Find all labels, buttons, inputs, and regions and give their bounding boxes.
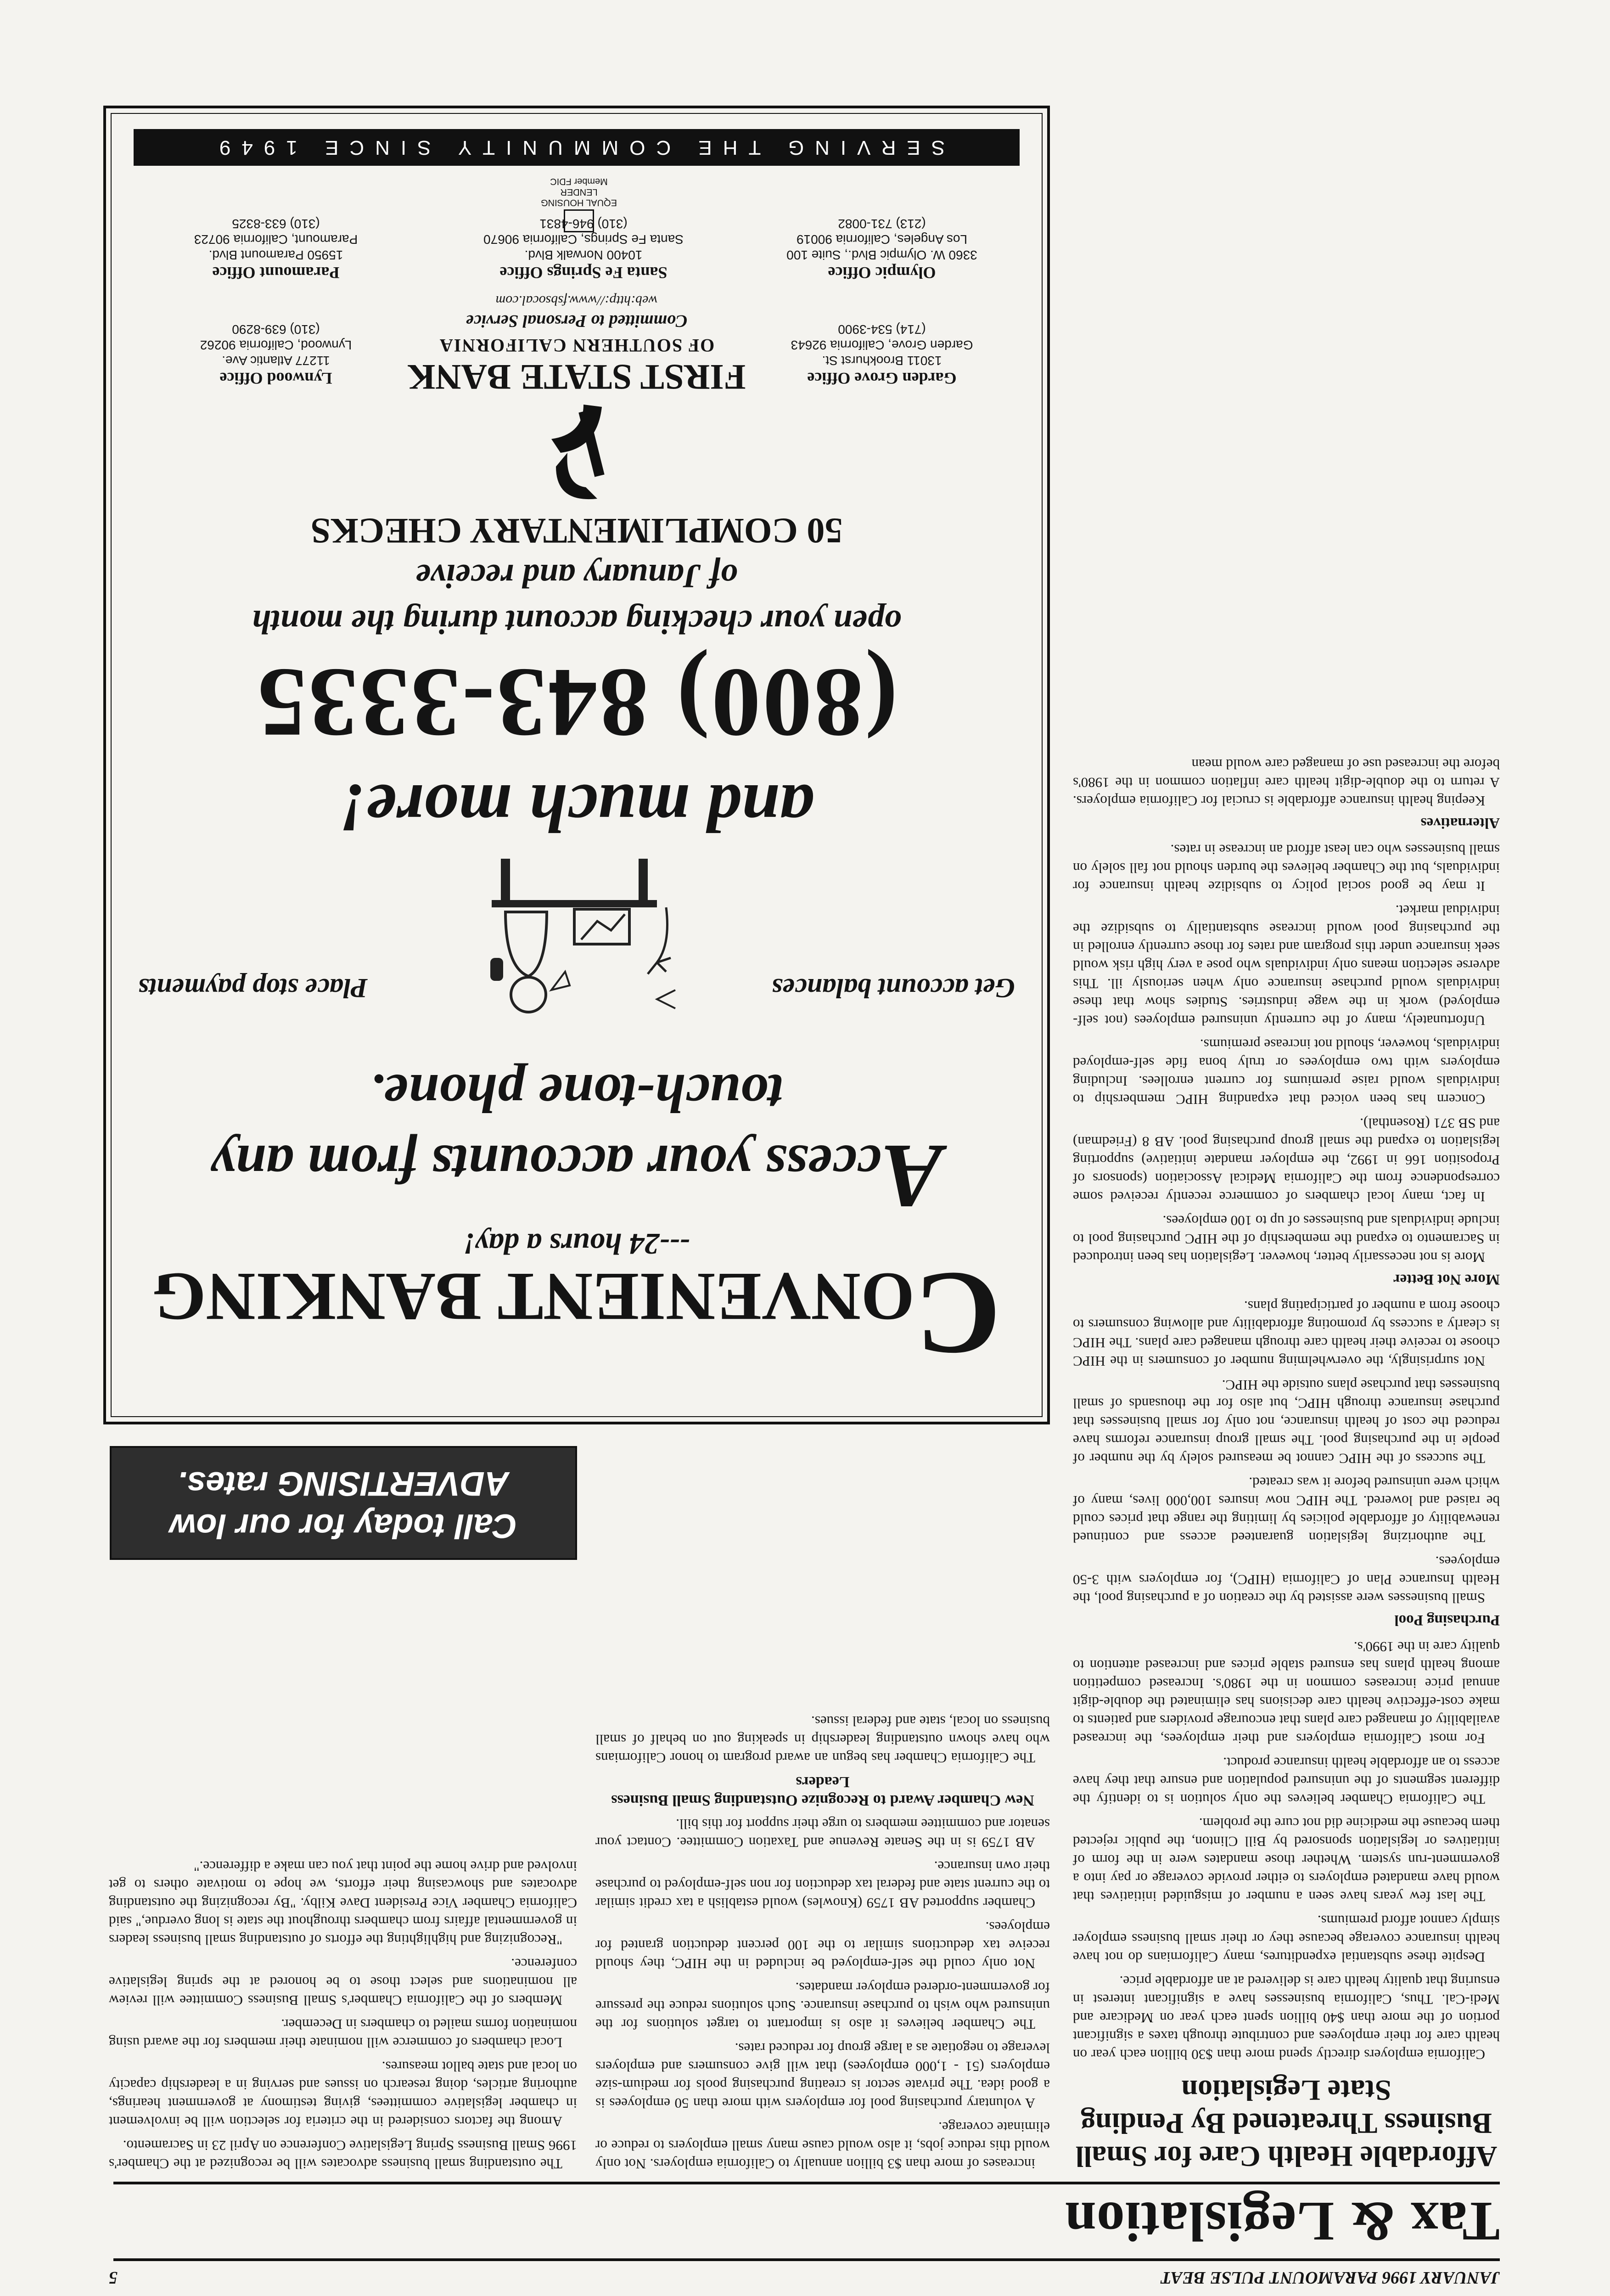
paragraph: The outstanding small business advocates will be recognized at the Chamber's 1996 Small Business Spring Legislative Conference on April 23 in Sacramento. [109, 2138, 577, 2172]
dropcap-a: A [881, 1125, 942, 1227]
convenient-banking-headline [106, 1248, 1047, 1380]
paragraph: Despite these substantial expenditures, many Californians do not have health insurance coverage because they or their small business employer simply cannot afford premiums. [1073, 1913, 1500, 1965]
equal-housing-icon [564, 209, 594, 232]
paragraph: Not only could the self-employed be included in the HIPC, they should receive tax deductions similar to the 100 percent deduction granted for employees. [595, 1919, 1050, 1972]
fdic-block [538, 176, 620, 232]
advertising-rates-ad [110, 1446, 577, 1560]
bank-advertisement [103, 106, 1050, 1424]
office-name: Garden Grove Office [807, 369, 957, 388]
member-fdic: Member FDIC [550, 176, 608, 186]
paragraph: It may be good social policy to subsidize health insurance for individuals, but the Chamber believes the burden should not fall solely on small businesses who can least afford an increase in rates. [1073, 842, 1500, 895]
complimentary-checks: 50 COMPLIMENTARY CHECKS [310, 511, 843, 551]
access-line-1 [106, 1125, 1047, 1227]
running-head-date: JANUARY 1996 PARAMOUNT PULSE BEAT [1161, 2268, 1500, 2287]
bank-web: web:http://www.fsbsocal.com [495, 293, 658, 308]
office-phone: (213) 731-0082 [838, 217, 926, 231]
paragraph: For most California employers and their employees, the increased availability of managed care plans that encourage providers and patients to make cost-effective health care decisions has eliminated the double-digit annual price increases common in the 1980's. Increased competition among health plans has ensured stable prices and increased attention to quality care in the 1990's. [1073, 1639, 1500, 1747]
paragraph: "Recognizing and highlighting the efforts of outstanding small business leaders in governmental affairs from chambers throughout the state is long overdue," said California Chamber Vice President Dave Kilby. "By recognizing the outstanding advocates and showcasing their efforts, we hope to motivate others to get involved and drive home the point that you can make a difference." [109, 1858, 577, 1948]
paragraph: Small businesses were assisted by the creation of a purchasing pool, the Health Insurance Plan of California (HIPC), for employers with 3-50 employees. [1073, 1553, 1500, 1606]
access-line-1-text: ccess your accounts from any [211, 1134, 881, 1195]
office-phone: (310) 633-8325 [232, 217, 320, 231]
paragraph: The California Chamber has begun an award program to honor Californians who have shown outstanding leadership in speaking out on behalf of small business on local, state and federal issues. [595, 1713, 1050, 1766]
serving-banner: SERVING THE COMMUNITY SINCE 1949 [134, 129, 1020, 166]
office-city: Los Angeles, California 90019 [796, 232, 968, 247]
office-city: Santa Fe Springs, California 90670 [483, 232, 684, 247]
offer-line-1: open your checking account during the month [252, 603, 902, 641]
page-number: 5 [109, 2268, 118, 2287]
headline-rest: ONVENIENT BANKING [152, 1259, 915, 1335]
office-address: 10400 Norwalk Blvd. [524, 248, 643, 262]
subhead: Alternatives [1420, 815, 1500, 831]
office-garden-grove [763, 321, 1001, 388]
paragraph: The authorizing legislation guaranteed access and continued renewability of affordable policies by limiting the range that prices could be raised and lowered. The HIPC now insures 100,000 lives, many of which were uninsured before it was created. [1073, 1474, 1500, 1546]
paragraph: In fact, many local chambers of commerce recently received some correspondence from the California Medical Association (sponsors of Proposition 166 in 1992, the employer mandate initiative) supporting legislation to expand the small group purchasing pool. AB 8 (Friedman) and SB 371 (Rosenthal). [1073, 1115, 1500, 1205]
ad-rates-line: ADVERTISING rates. [177, 1465, 510, 1503]
paragraph: The last few years have seen a number of misguided initiatives that would have mandated employers to either provide coverage or pay into a government-run system. Whether those mandates were in the form of initiatives or legislation sponsored by Bill Clinton, the public rejected them because the medicine did not cure the problem. [1073, 1815, 1500, 1905]
paragraph: Chamber supported AB 1759 (Knowles) would establish a tax credit similar to the current state and federal tax deduction for non self-employed to purchase their own insurance. [595, 1858, 1050, 1911]
bank-tagline: Committed to Personal Service [466, 311, 688, 331]
paragraph: The California Chamber believes the only solution is to identify the different segments of the uninsured population and ensure that they have access to an affordable health insurance product. [1073, 1755, 1500, 1807]
woman-at-desk-illustration [473, 852, 684, 1036]
paragraph: AB 1759 is in the Senate Revenue and Taxation Committee. Contact your senator and committee members to urge their support for this bill. [595, 1816, 1050, 1851]
office-olympic [763, 216, 1001, 283]
subhead: More Not Better [1393, 1271, 1500, 1288]
office-phone: (310) 639-8290 [232, 322, 320, 337]
paragraph: Among the factors considered in the criteria for selection will be involvement in chamber legislative committees, giving testimony at government hearings, authoring articles, doing research on issues and serving in a leadership capacity on local and state ballot measures. [109, 2059, 577, 2130]
office-name: Paramount Office [212, 264, 340, 282]
paragraph: Concern has been voiced that expanding HIPC membership to individuals would raise premiums for current enrollees. Including employers with two employees or truly bona fide self-employed individuals, however, should not increase premiums. [1073, 1036, 1500, 1108]
office-name: Olympic Office [828, 264, 936, 282]
ad-call-line: Call today for our low [169, 1507, 517, 1545]
housing-lender: EQUAL HOUSING LENDER [541, 187, 617, 208]
and-much-more: and much more! [339, 770, 814, 846]
office-city: Paramount, California 90723 [194, 232, 358, 247]
section-title: Tax & Legislation [1065, 2190, 1500, 2252]
office-lynwood [157, 321, 395, 388]
subhead: Purchasing Pool [1394, 1612, 1500, 1628]
paragraph: Unfortunately, many of the currently uninsured employees (not self-employed) work in the wage industries. Studies show that these individuals would purchase insurance only when seriously ill. This adverse selection means only individuals who pose a very high risk would seek insurance under this program and rates for those currently enrolled in the purchasing pool would increase substantially to subsidize the individual market. [1073, 902, 1500, 1029]
article-column-2 [595, 1401, 1050, 2173]
hours-subhead: ---24 hours a day! [463, 1227, 690, 1261]
office-paramount [157, 216, 395, 283]
article-column-3 [109, 1659, 577, 2173]
paragraph: A voluntary purchasing pool for employers with more than 50 employees is a good idea. The private sector is creating purchasing pools for medium-size employers (51 - 1,000 employees) that will give consumers and employers leverage to negotiate as a large group for reduced rates. [595, 2040, 1050, 2111]
office-address: 11277 Atlantic Ave. [222, 354, 330, 368]
bank-logo-icon [542, 402, 611, 503]
office-city: Garden Grove, California 92643 [791, 338, 973, 352]
paragraph: The Chamber believes it also is important to target solutions for the uninsured who wish to purchase insurance. Such solutions reduce the pressure for government-ordered employer mandates. [595, 1980, 1050, 2032]
paragraph: Local chambers of commerce will nominate their members for the award using nomination forms mailed to chambers in December. [109, 2016, 577, 2051]
paragraph: increases of more than $3 billion annually to California employers. Not only would this reduce jobs, it also would cause many small employers to reduce or eliminate coverage. [595, 2119, 1050, 2172]
section-rule [113, 2182, 1500, 2184]
top-rule [113, 2258, 1500, 2261]
office-name: Santa Fe Springs Office [499, 264, 668, 282]
office-address: 13011 Brookhurst St. [822, 354, 942, 368]
bank-name: FIRST STATE BANK [407, 357, 746, 397]
article-headline: Affordable Health Care for Small Business Threatened By Pending State Legislation [1075, 2074, 1498, 2173]
office-address: 15950 Paramount Blvd. [208, 248, 343, 262]
bank-subname: OF SOUTHERN CALIFORNIA [438, 335, 715, 356]
award-headline: New Chamber Award to Recognize Outstanding Small Business Leaders [611, 1773, 1034, 1809]
paragraph: More is not necessarily better, however. Legislation has been introduced in Sacramento to expand the membership of the HIPC purchasing pool to include individuals and businesses of up to 100 employees. [1073, 1213, 1500, 1266]
office-address: 3360 W. Olympic Blvd., Suite 100 [786, 248, 977, 262]
access-line-2: touch-tone phone. [370, 1063, 784, 1124]
offer-line-2: of January and receive [415, 557, 738, 595]
office-city: Lynwood, California 90262 [200, 338, 352, 352]
office-phone: (714) 534-3900 [838, 322, 926, 337]
paragraph: Members of the California Chamber's Small Business Committee will review all nominations and select those to be honored at the spring legislative conference. [109, 1956, 577, 2009]
dropcap-c: C [914, 1248, 1001, 1380]
article-column-1 [1073, 61, 1500, 2173]
paragraph: Not surprisingly, the overwhelming number of consumers in the HIPC choose to receive their health care through managed care plans. The HIPC is clearly a success by promoting affordability and allowing consumers to choose from a number of participating plans. [1073, 1298, 1500, 1369]
paragraph: California employers directly spend more than $30 billion each year on health care for their employees and contribute through taxes a significant portion of the more than $40 billion spent each year on Medicare and Medi-Cal. Thus, California businesses have a significant interest in ensuring that quality health care is delivered at an affordable price. [1073, 1973, 1500, 2063]
office-phone: (310) 946-4831 [539, 217, 628, 231]
paragraph: Keeping health insurance affordable is crucial for California employers. A return to the double-digit health care inflation common in the 1980's before the increased use of managed care would mean [1073, 756, 1500, 809]
caption-stop-payments: Place stop payments [138, 973, 368, 1003]
paragraph: The success of the HIPC cannot be measured solely by the number of people in the purchasing pool. The small group insurance reforms have reduced the cost of health insurance, not only for small businesses that purchase insurance through HIPC, but also for the thousands of small businesses that purchase plans outside the HIPC. [1073, 1377, 1500, 1467]
office-name: Lynwood Office [219, 369, 332, 388]
phone-number: (800) 843-3335 [255, 648, 898, 758]
caption-balances: Get account balances [772, 973, 1015, 1003]
